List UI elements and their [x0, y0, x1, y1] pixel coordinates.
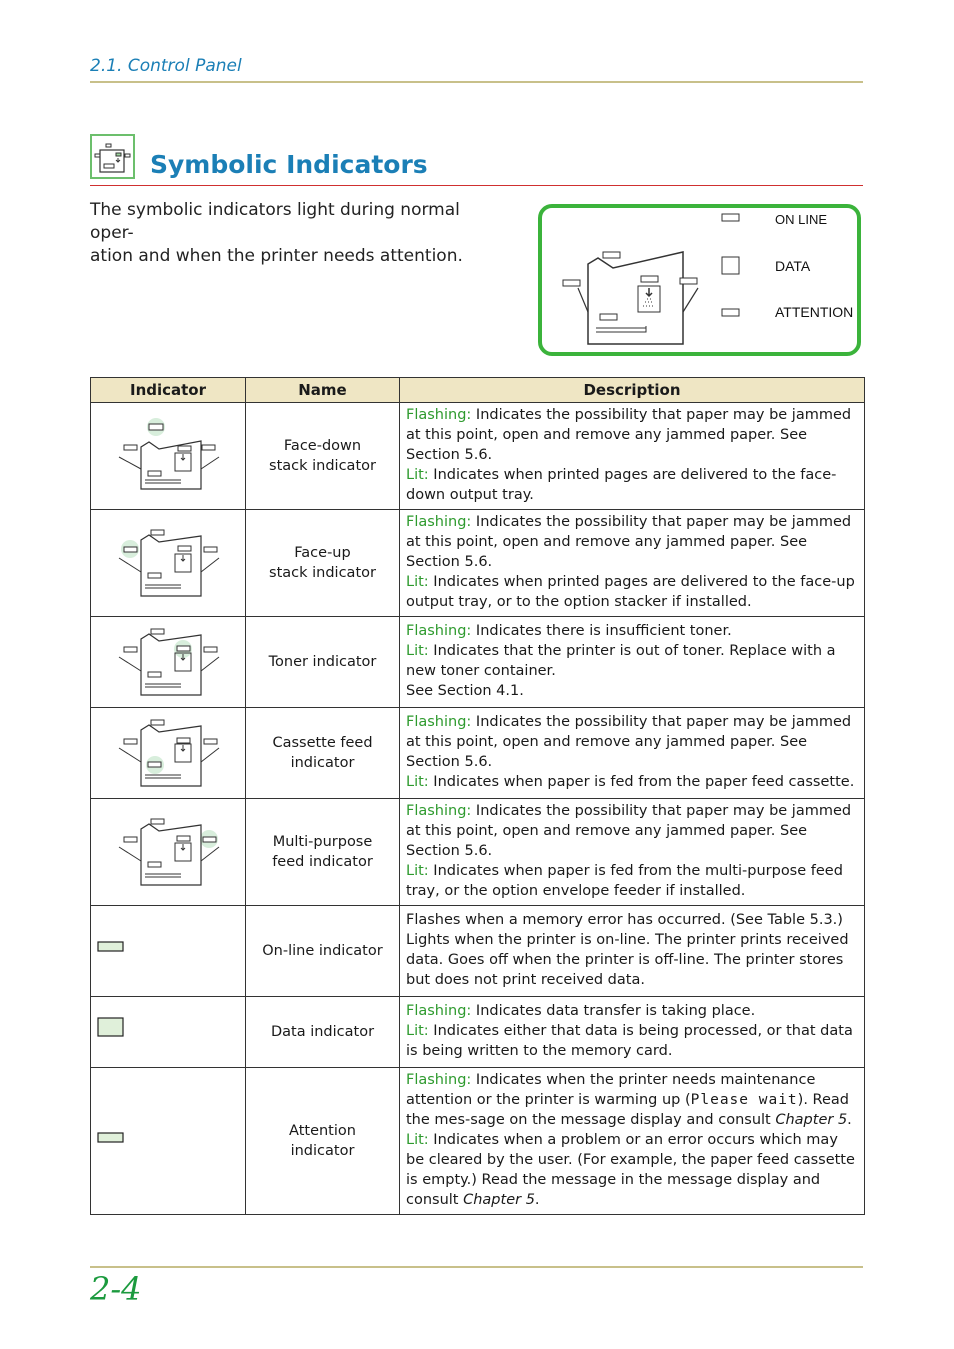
name-line: feed indicator [272, 854, 373, 870]
chapter-reference: Chapter 5 [775, 1112, 848, 1128]
indicator-name [246, 708, 400, 799]
flashing-label: Flashing: [406, 1072, 472, 1088]
flashing-text: Indicates the possibility that paper may be jammed at this point, open and remove any jammed paper. See Section 5.6. [406, 803, 852, 859]
see-section-text: See Section 4.1. [406, 683, 524, 699]
table-row [91, 799, 865, 906]
name-line: indicator [290, 755, 355, 771]
lit-label: Lit: [406, 774, 429, 790]
col-header-description: Description [400, 378, 865, 403]
intro-line: ation and when the printer needs attention. [90, 246, 463, 266]
table-row [91, 708, 865, 799]
flashing-text: Indicates there is insufficient toner. [475, 623, 732, 639]
online-label: ON LINE [775, 212, 828, 227]
flashing-text: Indicates the possibility that paper may be jammed at this point, open and remove any jammed paper. See Section 5.6. [406, 407, 852, 463]
col-header-indicator: Indicator [91, 378, 246, 403]
indicator-name [246, 799, 400, 906]
table-row [91, 510, 865, 617]
indicator-description [400, 617, 865, 708]
indicator-description [400, 997, 865, 1068]
indicator-description [400, 403, 865, 510]
flashing-text: Indicates the possibility that paper may be jammed at this point, open and remove any jammed paper. See Section 5.6. [406, 514, 852, 570]
flashing-label: Flashing: [406, 514, 472, 530]
data-lamp-icon [91, 997, 246, 1068]
printer-section-icon [90, 134, 135, 179]
online-lamp-icon [91, 906, 246, 997]
control-panel-illustration [538, 204, 861, 356]
indicator-table [90, 377, 865, 1215]
running-head: 2.1. Control Panel [90, 56, 242, 76]
attention-label: ATTENTION [775, 304, 854, 320]
intro-line: The symbolic indicators light during normal oper- [90, 200, 460, 243]
flashing-text: Indicates when the printer needs maintenance attention or the printer is warming up ( [406, 1072, 816, 1108]
flashing-label: Flashing: [406, 1003, 472, 1019]
name-line: stack indicator [269, 458, 376, 474]
indicator-description [400, 799, 865, 906]
face-down-printer-icon [91, 403, 246, 510]
lit-text: Indicates when a problem or an error occurs which may be cleared by the user. (For example, the paper feed cassette is empty.) Read the message in the message display and consult [406, 1132, 855, 1208]
name-line: stack indicator [269, 565, 376, 581]
lit-label: Lit: [406, 863, 429, 879]
name-line: Cassette feed [272, 735, 373, 751]
lit-label: Lit: [406, 643, 429, 659]
lit-text: Indicates when printed pages are delivered to the face-down output tray. [406, 467, 837, 503]
flashing-text: Indicates data transfer is taking place. [475, 1003, 756, 1019]
indicator-description [400, 708, 865, 799]
lit-text: Indicates when paper is fed from the paper feed cassette. [433, 774, 855, 790]
data-label: DATA [775, 258, 811, 274]
description-text: Flashes when a memory error has occurred. (See Table 5.3.) Lights when the printer is on-line. The printer prints received data. Goes off when the printer is off-line. The printer stores but does not print received data. [406, 912, 849, 988]
lit-label: Lit: [406, 467, 429, 483]
name-line: Multi-purpose [272, 834, 373, 850]
col-header-name: Name [246, 378, 400, 403]
flashing-label: Flashing: [406, 714, 472, 730]
name-line: Data indicator [270, 1024, 375, 1040]
flashing-label: Flashing: [406, 623, 472, 639]
flashing-label: Flashing: [406, 803, 472, 819]
flashing-text: ). Read the mes-sage on the message display and consult [406, 1092, 849, 1128]
lit-label: Lit: [406, 574, 429, 590]
lit-text: Indicates either that data is being processed, or that data is being written to the memory card. [406, 1023, 853, 1059]
name-line: Face-down [283, 438, 362, 454]
flashing-label: Flashing: [406, 407, 472, 423]
lit-text: Indicates when printed pages are delivered to the face-up output tray, or to the option stacker if installed. [406, 574, 855, 610]
indicator-name [246, 906, 400, 997]
table-row [91, 1068, 865, 1215]
table-row [91, 617, 865, 708]
multipurpose-printer-icon [91, 799, 246, 906]
flashing-text: Indicates the possibility that paper may be jammed at this point, open and remove any jammed paper. See Section 5.6. [406, 714, 852, 770]
name-line: Toner indicator [268, 654, 377, 670]
footer-rule [90, 1266, 863, 1268]
name-line: On-line indicator [262, 943, 383, 959]
lit-text: Indicates that the printer is out of toner. Replace with a new toner container. [406, 643, 836, 679]
indicator-name [246, 403, 400, 510]
indicator-name [246, 510, 400, 617]
page-number: 2-4 [90, 1270, 142, 1308]
indicator-description [400, 1068, 865, 1215]
flashing-text: . [847, 1112, 852, 1128]
attention-lamp-icon [91, 1068, 246, 1215]
toner-printer-icon [91, 617, 246, 708]
lit-label: Lit: [406, 1023, 429, 1039]
section-title: Symbolic Indicators [150, 150, 428, 179]
table-row [91, 997, 865, 1068]
chapter-reference: Chapter 5 [463, 1192, 535, 1208]
indicator-name [246, 617, 400, 708]
face-up-printer-icon [91, 510, 246, 617]
lit-label: Lit: [406, 1132, 429, 1148]
lcd-message: Please wait [690, 1092, 798, 1108]
indicator-description [400, 906, 865, 997]
indicator-name [246, 997, 400, 1068]
name-line: indicator [290, 1143, 355, 1159]
header-rule [90, 81, 863, 83]
name-line: Attention [289, 1123, 356, 1139]
table-row [91, 403, 865, 510]
indicator-description [400, 510, 865, 617]
name-line: Face-up [294, 545, 351, 561]
indicator-name [246, 1068, 400, 1215]
lit-text: Indicates when paper is fed from the multi-purpose feed tray, or the option envelope feeder if installed. [406, 863, 843, 899]
cassette-printer-icon [91, 708, 246, 799]
lit-text: . [534, 1192, 540, 1208]
table-row [91, 906, 865, 997]
intro-text [90, 199, 500, 268]
title-rule [90, 185, 863, 186]
table-header-row [91, 378, 865, 403]
